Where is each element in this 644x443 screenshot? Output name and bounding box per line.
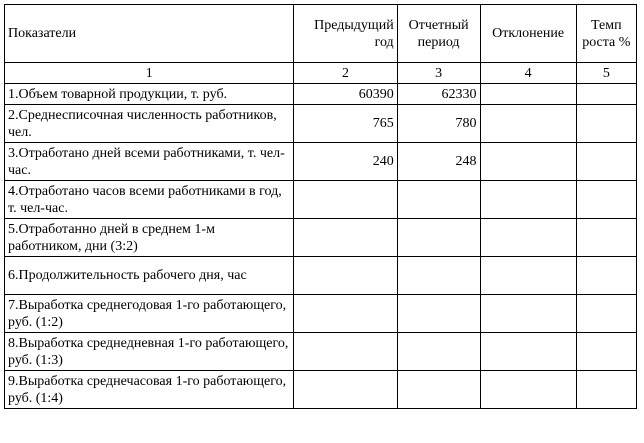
- growth-rate-cell: [576, 295, 636, 333]
- column-number: 4: [480, 63, 576, 84]
- previous-year-cell: [294, 257, 397, 295]
- row-label: 8.Выработка среднедневная 1-го работающего, руб. (1:3): [5, 333, 294, 371]
- growth-rate-cell: [576, 84, 636, 105]
- previous-year-cell: [294, 333, 397, 371]
- row-label: 9.Выработка среднечасовая 1-го работающего, руб. (1:4): [5, 371, 294, 409]
- deviation-cell: [480, 105, 576, 143]
- growth-rate-cell: [576, 257, 636, 295]
- growth-rate-cell: [576, 333, 636, 371]
- deviation-cell: [480, 219, 576, 257]
- table-row: [5, 371, 637, 409]
- deviation-cell: [480, 181, 576, 219]
- column-number: 2: [294, 63, 397, 84]
- row-label: 3.Отработано дней всеми работниками, т. чел-час.: [5, 143, 294, 181]
- previous-year-cell: [294, 181, 397, 219]
- current-period-cell: [397, 181, 480, 219]
- row-label: 6.Продолжительность рабочего дня, час: [5, 257, 294, 295]
- table-row: [5, 105, 637, 143]
- deviation-cell: [480, 371, 576, 409]
- column-number-row: [5, 63, 637, 84]
- header-current-period: Отчетный период: [397, 5, 480, 63]
- column-number: 1: [5, 63, 294, 84]
- current-period-cell: [397, 219, 480, 257]
- current-period-cell: 62330: [397, 84, 480, 105]
- growth-rate-cell: [576, 371, 636, 409]
- indicators-table: [4, 4, 637, 409]
- previous-year-cell: [294, 219, 397, 257]
- table-row: [5, 84, 637, 105]
- deviation-cell: [480, 295, 576, 333]
- growth-rate-cell: [576, 105, 636, 143]
- current-period-cell: 248: [397, 143, 480, 181]
- previous-year-cell: [294, 371, 397, 409]
- header-previous-year: Предыдущий год: [294, 5, 397, 63]
- row-label: 2.Среднесписочная численность работников, чел.: [5, 105, 294, 143]
- current-period-cell: [397, 257, 480, 295]
- deviation-cell: [480, 143, 576, 181]
- table-row: [5, 333, 637, 371]
- column-number: 3: [397, 63, 480, 84]
- table-row: [5, 295, 637, 333]
- current-period-cell: [397, 295, 480, 333]
- row-label: 1.Объем товарной продукции, т. руб.: [5, 84, 294, 105]
- growth-rate-cell: [576, 181, 636, 219]
- row-label: 5.Отработанно дней в среднем 1-м работником, дни (3:2): [5, 219, 294, 257]
- header-row: [5, 5, 637, 63]
- table-row: [5, 143, 637, 181]
- deviation-cell: [480, 257, 576, 295]
- row-label: 4.Отработано часов всеми работниками в год, т. чел-час.: [5, 181, 294, 219]
- row-label: 7.Выработка среднегодовая 1-го работающего, руб. (1:2): [5, 295, 294, 333]
- current-period-cell: [397, 333, 480, 371]
- growth-rate-cell: [576, 143, 636, 181]
- deviation-cell: [480, 333, 576, 371]
- previous-year-cell: 60390: [294, 84, 397, 105]
- column-number: 5: [576, 63, 636, 84]
- table-row: [5, 219, 637, 257]
- previous-year-cell: 240: [294, 143, 397, 181]
- growth-rate-cell: [576, 219, 636, 257]
- current-period-cell: [397, 371, 480, 409]
- table-row: [5, 257, 637, 295]
- current-period-cell: 780: [397, 105, 480, 143]
- header-deviation: Отклонение: [480, 5, 576, 63]
- previous-year-cell: [294, 295, 397, 333]
- table-row: [5, 181, 637, 219]
- previous-year-cell: 765: [294, 105, 397, 143]
- header-indicator: Показатели: [5, 5, 294, 63]
- header-growth-rate: Темп роста %: [576, 5, 636, 63]
- deviation-cell: [480, 84, 576, 105]
